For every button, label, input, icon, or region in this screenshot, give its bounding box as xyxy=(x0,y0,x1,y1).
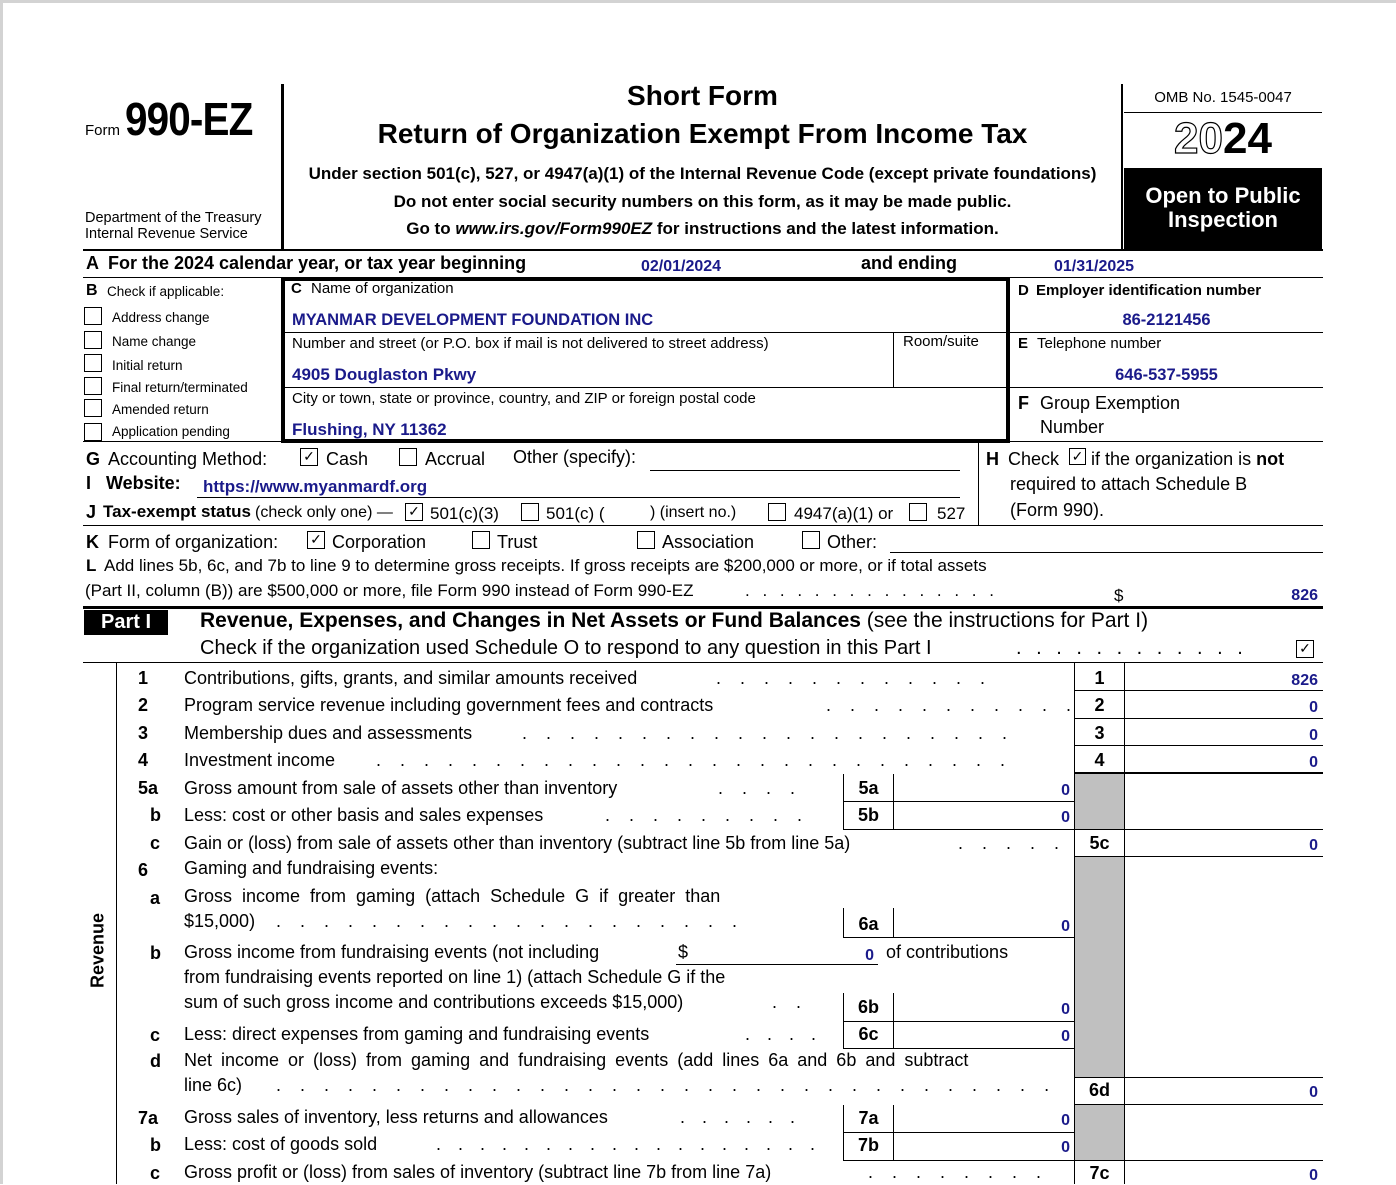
street-field[interactable]: 4905 Douglaston Pkwy xyxy=(292,365,477,384)
ein-label: Employer identification number xyxy=(1036,282,1262,299)
revenue-side-label: Revenue xyxy=(87,912,108,989)
line-7b-amount[interactable]: 0 xyxy=(1061,1139,1070,1156)
header-divider-right xyxy=(1121,84,1123,250)
telephone-field[interactable]: 646-537-5955 xyxy=(1115,366,1218,384)
name-change-checkbox[interactable] xyxy=(84,331,102,349)
tax-exempt-status-label: Tax-exempt status xyxy=(103,502,252,521)
name-change-label: Name change xyxy=(112,334,197,349)
line-5a-num: 5a xyxy=(138,778,159,798)
org-name-label: Name of organization xyxy=(311,280,454,297)
shaded-5ab xyxy=(1075,774,1124,829)
line-5b-dots: . . . . . . . . . xyxy=(605,805,803,825)
org-name-field[interactable]: MYANMAR DEVELOPMENT FOUNDATION INC xyxy=(292,311,654,329)
schedule-o-text: Check if the organization used Schedule O to respond to any question in this Part I xyxy=(200,637,932,659)
line-7b-box: 7b xyxy=(857,1135,879,1155)
rule-1 xyxy=(1074,690,1323,691)
line-7c-text: Gross profit or (loss) from sales of inventory (subtract line 7b from line 7a) xyxy=(184,1162,772,1182)
line-a-letter: A xyxy=(86,253,99,273)
line-5a-box: 5a xyxy=(858,778,879,798)
line-5b-box: 5b xyxy=(857,805,879,825)
open-line2: Inspection xyxy=(1167,207,1278,232)
schedule-o-checkbox[interactable]: ✓ xyxy=(1296,640,1314,658)
line-7c-dots: . . . . . . . . xyxy=(868,1162,1042,1182)
line-7a-num: 7a xyxy=(138,1108,159,1128)
line-6a-text-1: Gross income from gaming (attach Schedule G if greater than xyxy=(184,886,721,906)
inner-col-7-right xyxy=(893,1105,894,1161)
line-6-text: Gaming and fundraising events: xyxy=(184,858,439,878)
line-6b-amount[interactable]: 0 xyxy=(1061,1001,1070,1018)
line-h-divider xyxy=(978,443,979,525)
line-7a-dots: . . . . . . xyxy=(680,1107,796,1127)
telephone-rule xyxy=(1010,387,1323,388)
address-change-checkbox[interactable] xyxy=(84,307,102,325)
part1-badge: Part I xyxy=(84,610,168,635)
amended-return-checkbox[interactable] xyxy=(84,399,102,417)
website-label: Website: xyxy=(106,473,181,493)
section-c-box xyxy=(281,277,1010,443)
section-f-rule xyxy=(1010,441,1323,442)
header-bottom-rule xyxy=(83,249,1323,251)
line-6a-num: a xyxy=(150,888,161,908)
line-3-amount[interactable]: 0 xyxy=(1309,727,1318,744)
line-2-dots: . . . . . . . . . . . xyxy=(826,695,1072,715)
line-h-text: if the organization is not xyxy=(1091,449,1285,469)
line-5c-num: c xyxy=(150,833,161,853)
line-7b-dots: . . . . . . . . . . . . . . . . . . xyxy=(436,1134,816,1154)
city-field[interactable]: Flushing, NY 11362 xyxy=(292,420,447,439)
dept-treasury: Department of the Treasury xyxy=(85,210,262,226)
line-h-text-2: required to attach Schedule B xyxy=(1010,474,1248,494)
line-6b-text-2: from fundraising events reported on line 1) (attach Schedule G if the xyxy=(184,967,726,987)
line-5a-dots: . . . . xyxy=(718,778,796,798)
line-6b-currency: $ xyxy=(678,942,689,962)
cash-checkbox[interactable]: ✓ xyxy=(300,448,318,466)
line-6b-text-1-post: of contributions xyxy=(886,942,1009,962)
line-7a-text: Gross sales of inventory, less returns and allowances xyxy=(184,1107,608,1127)
section-b-letter: B xyxy=(86,282,98,299)
line-h-letter: H xyxy=(986,449,999,469)
line-7b-text: Less: cost of goods sold xyxy=(184,1134,378,1154)
form-prefix: Form xyxy=(85,122,120,139)
open-to-public-box xyxy=(1124,168,1322,250)
rule-6d-bottom xyxy=(1074,1104,1323,1105)
irs-link[interactable]: www.irs.gov/Form990EZ xyxy=(455,219,653,238)
gross-receipts-field[interactable]: 826 xyxy=(1291,587,1318,604)
final-return-label: Final return/terminated xyxy=(112,380,248,395)
line-1-amount[interactable]: 826 xyxy=(1291,672,1318,689)
line-2-num: 2 xyxy=(138,695,149,715)
line-6a-box: 6a xyxy=(858,914,879,934)
accounting-method-label: Accounting Method: xyxy=(108,449,268,469)
line-1-dots: . . . . . . . . . . . . xyxy=(716,668,986,688)
line-5a-text: Gross amount from sale of assets other than inventory xyxy=(184,778,618,798)
line-6a-text-2: $15,000) xyxy=(184,911,256,931)
subtitle-ssn-warning: Do not enter social security numbers on this form, as it may be made public. xyxy=(393,192,1012,211)
line-l-text-1: Add lines 5b, 6c, and 7b to line 9 to determine gross receipts. If gross receipts are $200,000 or more, or if total assets xyxy=(104,556,987,575)
line-l-text-2: (Part II, column (B)) are $500,000 or more, file Form 990 instead of Form 990-EZ xyxy=(85,581,694,600)
room-divider xyxy=(893,332,894,387)
line-4-num: 4 xyxy=(138,750,149,770)
tax-year: 2024 xyxy=(1174,114,1272,163)
shaded-6abc xyxy=(1075,857,1124,1077)
open-line1: Open to Public xyxy=(1145,183,1301,208)
line-3-box: 3 xyxy=(1094,723,1105,743)
line-6c-box: 6c xyxy=(858,1024,879,1044)
line-3-text: Membership dues and assessments xyxy=(184,723,473,743)
part1-header-rule xyxy=(83,662,1323,663)
section-e-letter: E xyxy=(1018,335,1029,352)
trust-label: Trust xyxy=(497,532,538,552)
tax-year-begin-field[interactable]: 02/01/2024 xyxy=(641,258,722,275)
shaded-7ab xyxy=(1075,1105,1124,1160)
line-5c-box: 5c xyxy=(1089,833,1110,853)
line-7c-num: c xyxy=(150,1163,161,1183)
line-1-text: Contributions, gifts, grants, and similar amounts received xyxy=(184,668,638,688)
corporation-label: Corporation xyxy=(332,532,427,552)
rule-5a xyxy=(843,801,1074,802)
line-6a-dots: . . . . . . . . . . . . . . . . . . . . xyxy=(276,911,738,931)
line-4-text: Investment income xyxy=(184,750,336,770)
line-6d-num: d xyxy=(150,1051,161,1071)
line-5b-text: Less: cost or other basis and sales expenses xyxy=(184,805,544,825)
cash-label: Cash xyxy=(326,449,369,469)
rule-2 xyxy=(1074,718,1323,719)
line-1-box: 1 xyxy=(1094,668,1105,688)
website-field[interactable]: https://www.myanmardf.org xyxy=(203,477,428,496)
subtitle-instructions: Go to www.irs.gov/Form990EZ for instructions and the latest information. xyxy=(406,219,999,238)
line-l-currency: $ xyxy=(1114,586,1124,605)
line-6c-amount[interactable]: 0 xyxy=(1061,1028,1070,1045)
line-6d-dots: . . . . . . . . . . . . . . . . . . . . . . . . . . . . . . . . . xyxy=(276,1075,1050,1095)
line-i-letter: I xyxy=(86,473,92,493)
line-6b-text-1: Gross income from fundraising events (not including xyxy=(184,942,600,962)
line-g-letter: G xyxy=(86,449,101,469)
line-6a-amount[interactable]: 0 xyxy=(1061,918,1070,935)
line-2-box: 2 xyxy=(1094,695,1105,715)
rule-6b xyxy=(843,1021,1074,1022)
trust-checkbox[interactable] xyxy=(472,531,490,549)
line-6b-contrib-field[interactable]: 0 xyxy=(865,947,874,964)
part1-title: Revenue, Expenses, and Changes in Net Assets or Fund Balances (see the instructions for Part I) xyxy=(200,609,1149,632)
application-pending-label: Application pending xyxy=(112,424,230,439)
501c3-label: 501(c)(3) xyxy=(430,504,499,523)
line-j-rule xyxy=(83,525,1323,526)
line-1-num: 1 xyxy=(138,668,149,688)
line-h-text-3: (Form 990). xyxy=(1010,500,1105,520)
omb-number: OMB No. 1545-0047 xyxy=(1154,89,1292,106)
other-org-underline xyxy=(890,552,1323,553)
line-5b-num: b xyxy=(150,805,161,825)
rule-6d-top xyxy=(1074,1077,1323,1078)
rule-3 xyxy=(1074,745,1323,746)
initial-return-checkbox[interactable] xyxy=(84,354,102,372)
rule-7b xyxy=(843,1160,1074,1161)
rule-6c xyxy=(843,1048,1074,1049)
line-2-text: Program service revenue including government fees and contracts xyxy=(184,695,714,715)
accrual-checkbox[interactable] xyxy=(399,448,417,466)
rule-5c-top xyxy=(1074,829,1323,830)
association-label: Association xyxy=(662,532,755,552)
street-rule xyxy=(285,387,1006,388)
rule-5c-bottom xyxy=(1074,856,1323,857)
final-return-checkbox[interactable] xyxy=(84,377,102,395)
application-pending-checkbox[interactable] xyxy=(84,423,102,441)
form-number: 990-EZ xyxy=(125,93,253,145)
street-label: Number and street (or P.O. box if mail is not delivered to street address) xyxy=(292,335,769,352)
line-6b-box: 6b xyxy=(857,997,879,1017)
city-label: City or town, state or province, country, and ZIP or foreign postal code xyxy=(292,390,756,407)
rule-6a xyxy=(843,937,1074,938)
501c-insert-label: ) (insert no.) xyxy=(650,504,737,521)
line-a-label: For the 2024 calendar year, or tax year beginning xyxy=(108,253,527,273)
4947-label: 4947(a)(1) or xyxy=(794,504,894,523)
ein-field[interactable]: 86-2121456 xyxy=(1122,311,1211,329)
line-4-dots: . . . . . . . . . . . . . . . . . . . . . . . . . . . xyxy=(376,750,1006,770)
line-7c-amount[interactable]: 0 xyxy=(1309,1167,1318,1184)
line-7b-num: b xyxy=(150,1135,161,1155)
section-c-letter: C xyxy=(291,280,302,297)
other-method-label: Other (specify): xyxy=(513,447,637,467)
line-a-ending-label: and ending xyxy=(861,253,957,273)
room-suite-label: Room/suite xyxy=(903,333,979,350)
line-6d-text-1: Net income or (loss) from gaming and fundraising events (add lines 6a and 6b and subtract xyxy=(184,1050,969,1070)
501c-label: 501(c) ( xyxy=(546,504,605,523)
line-7c-box: 7c xyxy=(1089,1163,1110,1183)
line-l-dots: . . . . . . . . . . . . . . . xyxy=(745,581,994,600)
other-org-checkbox[interactable] xyxy=(802,531,820,549)
line-6d-text-2: line 6c) xyxy=(184,1075,243,1095)
line-6b-num: b xyxy=(150,943,161,963)
line-6d-box: 6d xyxy=(1088,1080,1110,1100)
association-checkbox[interactable] xyxy=(637,531,655,549)
rule-4 xyxy=(1074,772,1323,774)
line-h-check-label: Check xyxy=(1008,449,1060,469)
line-2-amount[interactable]: 0 xyxy=(1309,699,1318,716)
line-4-amount[interactable]: 0 xyxy=(1309,754,1318,771)
501c-checkbox[interactable] xyxy=(521,503,539,521)
line-j-letter: J xyxy=(86,502,97,522)
section-d-letter: D xyxy=(1018,282,1029,299)
line-6d-amount[interactable]: 0 xyxy=(1309,1084,1318,1101)
501c3-checkbox[interactable]: ✓ xyxy=(405,503,423,521)
line-6b-dots: . . xyxy=(772,992,802,1012)
4947-checkbox[interactable] xyxy=(768,503,786,521)
box-number-col-right xyxy=(1124,662,1125,1184)
initial-return-label: Initial return xyxy=(112,358,183,373)
omb-divider xyxy=(1124,112,1322,113)
line-7a-box: 7a xyxy=(858,1108,879,1128)
accrual-label: Accrual xyxy=(425,449,486,469)
line-3-dots: . . . . . . . . . . . . . . . . . . . . . xyxy=(522,723,1008,743)
line-k-letter: K xyxy=(86,532,99,552)
line-6c-num: c xyxy=(150,1025,161,1045)
org-name-rule xyxy=(285,332,1006,333)
tax-exempt-status-hint: (check only one) — xyxy=(255,504,393,521)
section-b-rule xyxy=(83,441,283,442)
line-4-box: 4 xyxy=(1094,750,1105,770)
527-label: 527 xyxy=(937,504,966,523)
line-5b-amount[interactable]: 0 xyxy=(1061,809,1070,826)
telephone-label: Telephone number xyxy=(1037,335,1162,352)
section-b-label: Check if applicable: xyxy=(107,284,225,299)
schedule-b-checkbox[interactable]: ✓ xyxy=(1069,448,1086,465)
line-5c-dots: . . . . . xyxy=(958,833,1060,853)
line-5c-amount[interactable]: 0 xyxy=(1309,837,1318,854)
amended-return-label: Amended return xyxy=(112,402,209,417)
corporation-checkbox[interactable]: ✓ xyxy=(307,531,325,549)
section-f-letter: F xyxy=(1018,393,1029,413)
line-l-letter: L xyxy=(86,556,97,575)
line-6-num: 6 xyxy=(138,860,149,880)
other-org-label: Other: xyxy=(827,532,878,552)
irs-label: Internal Revenue Service xyxy=(85,226,248,242)
website-underline xyxy=(197,497,960,498)
group-exemption-label: Group Exemption xyxy=(1040,393,1181,413)
schedule-o-dots: . . . . . . . . . . . . xyxy=(1016,637,1243,659)
line-6b-text-3: sum of such gross income and contributions exceeds $15,000) xyxy=(184,992,684,1012)
address-change-label: Address change xyxy=(112,310,210,325)
revenue-side-divider xyxy=(116,662,117,1184)
rule-7a xyxy=(843,1132,1074,1133)
other-method-underline xyxy=(650,470,960,471)
line-5a-amount[interactable]: 0 xyxy=(1061,782,1070,799)
form-title: Return of Organization Exempt From Income Tax xyxy=(377,118,1028,149)
tax-year-end-field[interactable]: 01/31/2025 xyxy=(1054,258,1135,275)
rule-5b xyxy=(843,829,1074,830)
group-exemption-label-2: Number xyxy=(1040,417,1105,437)
527-checkbox[interactable] xyxy=(909,503,927,521)
title-short-form: Short Form xyxy=(627,80,778,111)
line-6c-text: Less: direct expenses from gaming and fundraising events xyxy=(184,1024,650,1044)
line-5c-text: Gain or (loss) from sale of assets other than inventory (subtract line 5b from line 5a) xyxy=(184,833,851,853)
line-7a-amount[interactable]: 0 xyxy=(1061,1112,1070,1129)
ein-rule xyxy=(1010,332,1323,333)
line-3-num: 3 xyxy=(138,723,149,743)
rule-7c-top xyxy=(1074,1160,1323,1161)
line-6c-dots: . . . . xyxy=(745,1024,817,1044)
inner-col-5-right xyxy=(893,774,894,830)
form-of-org-label: Form of organization: xyxy=(108,532,279,552)
inner-col-6a-right xyxy=(893,908,894,937)
subtitle-section: Under section 501(c), 527, or 4947(a)(1) of the Internal Revenue Code (except private foundations) xyxy=(308,164,1097,183)
